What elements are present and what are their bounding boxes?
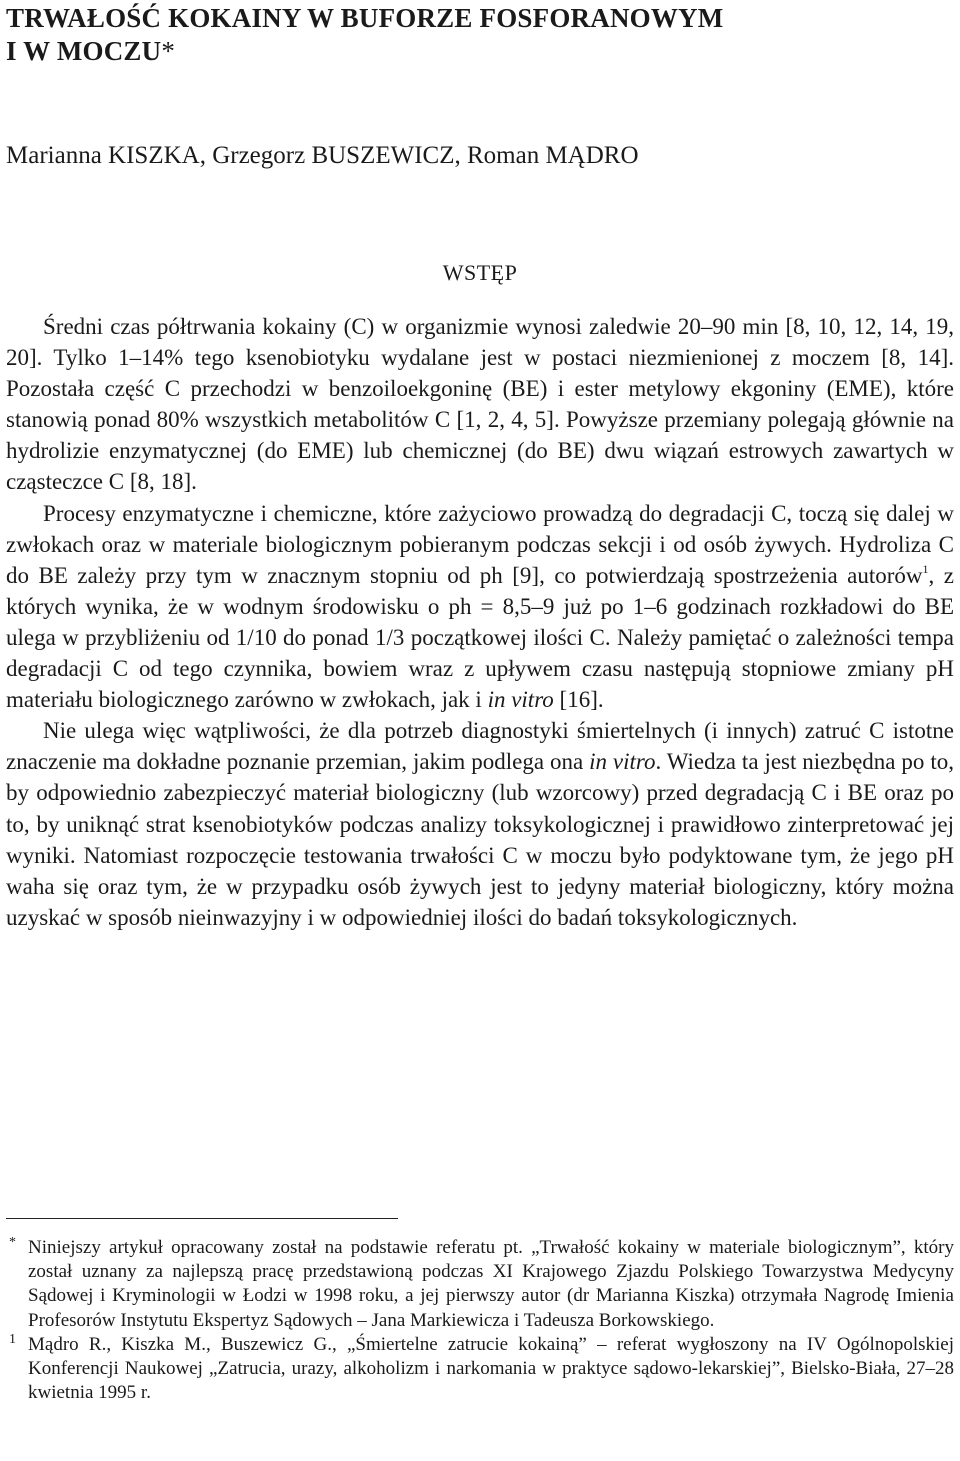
paragraph-3	[6, 715, 954, 933]
footnote-1-marker: 1	[9, 1331, 16, 1347]
title-line-2-text: I W MOCZU	[6, 36, 162, 66]
article-title	[6, 2, 946, 68]
footnote-divider	[6, 1218, 398, 1219]
paragraph-3-part-a: Nie ulega więc wątpliwości, że dla potrzeb diagnostyki śmiertelnych (i innych) zatruć C istotne znaczenie ma dokładne poznanie przemian, jakim podlega ona	[6, 718, 954, 775]
footnotes	[6, 1236, 954, 1405]
article-body	[6, 311, 954, 933]
author-list: Marianna KISZKA, Grzegorz BUSZEWICZ, Roman MĄDRO	[6, 142, 639, 169]
paragraph-2-part-c: [16].	[553, 687, 604, 713]
paragraph-1: Średni czas półtrwania kokainy (C) w organizmie wynosi zaledwie 20–90 min [8, 10, 12, 14, 19, 20]. Tylko 1–14% tego ksenobiotyku wydalane jest w postaci niezmienionej z moczem [8, 14]. Pozostała część C przechodzi w benzoiloekgoninę (BE) i ester metylowy ekgoniny (EME), które stanowią ponad 80% wszystkich metabolitów C [1, 2, 4, 5]. Powyższe przemiany polegają głównie na hydrolizie enzymatycznej (do EME) lub chemicznej (do BE) dwu wiązań estrowych zawartych w cząsteczce C [8, 18].	[6, 314, 954, 495]
footnote-star-marker: *	[9, 1235, 16, 1250]
footnote-star	[6, 1236, 954, 1333]
title-footnote-marker: *	[161, 36, 176, 66]
title-line-1: TRWAŁOŚĆ KOKAINY W BUFORZE FOSFORANOWYM	[6, 3, 724, 33]
footnote-ref-1: 1	[922, 561, 929, 576]
paragraph-3-italic: in vitro	[589, 749, 656, 775]
footnote-1-text: Mądro R., Kiszka M., Buszewicz G., „Śmiertelne zatrucie kokainą” – referat wygłoszony na IV Ogólnopolskiej Konferencji Naukowej „Zatrucia, urazy, alkoholizm i narkomania w praktyce sądowo-lekarskiej”, Bielsko-Biała, 27–28 kwietnia 1995 r.	[28, 1333, 954, 1404]
paragraph-2	[6, 498, 954, 716]
footnote-1	[6, 1333, 954, 1406]
paragraph-2-italic: in vitro	[487, 687, 554, 713]
section-heading: WSTĘP	[442, 260, 518, 285]
paragraph-2-part-b: , z których wynika, że w wodnym środowisku o ph = 8,5–9 już po 1–6 godzinach rozkładowi do BE ulega w przybliżeniu od 1/10 do ponad 1/3 początkowej ilości C. Należy pamiętać o zależności tempa degradacji C od tego czynnika, bowiem wraz z upływem czasu następują stopniowe zmiany pH materiału biologicznego zarówno w zwłokach, jak i	[6, 562, 954, 713]
title-line-2	[6, 35, 946, 68]
paragraph-2-part-a: Procesy enzymatyczne i chemiczne, które zażyciowo prowadzą do degradacji C, toczą się dalej w zwłokach oraz w materiale biologicznym pobieranym podczas sekcji i od osób żywych. Hydroliza C do BE zależy przy tym w znacznym stopniu od ph [9], co potwierdzają spostrzeżenia autorów	[6, 500, 954, 588]
paragraph-3-part-b: . Wiedza ta jest niezbędna po to, by odpowiednio zabezpieczyć materiał biologiczny (lub wzorcowy) przed degradacją C i BE oraz po to, by uniknąć strat ksenobiotyków podczas analizy toksykologicznej i prawidłowo zinterpretować jej wyniki. Natomiast rozpoczęcie testowania trwałości C w moczu było podyktowane tym, że jego pH waha się oraz tym, że w przypadku osób żywych jest to jedyny materiał biologiczny, który można uzyskać w sposób nieinwazyjny i w odpowiedniej ilości do badań toksykologicznych.	[6, 749, 954, 930]
footnote-star-text: Niniejszy artykuł opracowany został na podstawie referatu pt. „Trwałość kokainy w materiale biologicznym”, który został uznany za najlepszą pracę przedstawioną podczas XI Krajowego Zjazdu Polskiego Towarzystwa Medycyny Sądowej i Kryminologii w Łodzi w 1998 roku, a jej pierwszy autor (dr Marianna Kiszka) otrzymała Nagrodę Imienia Profesorów Instytutu Ekspertyz Sądowych – Jana Markiewicza i Tadeusza Borkowskiego.	[28, 1237, 954, 1331]
